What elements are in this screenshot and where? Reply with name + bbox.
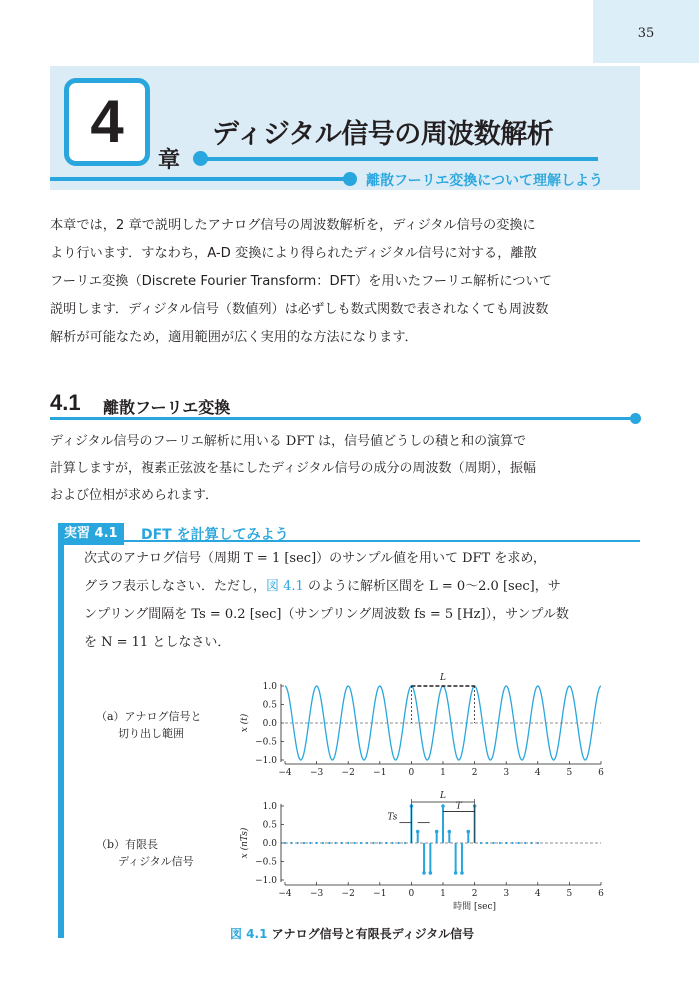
- zero-sample-dot: [290, 842, 292, 844]
- panel-b-y-tick-label: 1.0: [262, 802, 277, 812]
- figure-caption-number: 図 4.1: [230, 927, 268, 941]
- panel-a-x-tick-label: −4: [278, 768, 292, 778]
- panel-b-x-tick-label: 1: [440, 889, 446, 899]
- zero-sample-dot: [347, 842, 349, 844]
- panel-a-x-tick-label: 2: [471, 768, 478, 778]
- analysis-window-label: L: [440, 673, 446, 683]
- zero-sample-dot: [385, 842, 387, 844]
- zero-sample-dot: [316, 842, 318, 844]
- panel-b-x-tick-label: −4: [278, 889, 292, 899]
- section-line: ディジタル信号のフーリエ解析に用いる DFT は，信号値どうしの積と和の演算で: [50, 434, 527, 449]
- exercise-label: 実習 4.1: [58, 523, 124, 545]
- chapter-title: ディジタル信号の周波数解析: [212, 119, 554, 150]
- exercise-line: ンプリング間隔を Ts = 0.2 [sec]（サンプリング周波数 fs = 5 [Hz]），サンプル数: [84, 607, 569, 622]
- zero-sample-dot: [404, 842, 406, 844]
- panel-b-label: （b）有限長 ディジタル信号: [96, 838, 194, 868]
- panel-b-x-tick-label: −2: [341, 889, 355, 899]
- panel-a-label: （a）アナログ信号と 切り出し範囲: [96, 710, 202, 740]
- panel-b-x-tick-label: −1: [373, 889, 387, 899]
- panel-b-y-tick-label: 0.0: [262, 839, 277, 849]
- zero-sample-dot: [480, 842, 482, 844]
- zero-sample-dot: [492, 842, 494, 844]
- section-number: 4.1: [50, 390, 81, 415]
- zero-sample-dot: [309, 842, 311, 844]
- exercise-line: 次式のアナログ信号（周期 T = 1 [sec]）のサンプル値を用いて DFT を求め，: [84, 551, 546, 566]
- panel-a-x-tick-label: 1: [440, 768, 446, 778]
- zero-sample-dot: [499, 842, 501, 844]
- zero-sample-dot: [391, 842, 393, 844]
- zero-sample-dot: [366, 842, 368, 844]
- chapter-subtitle: 離散フーリエ変換について理解しよう: [366, 173, 604, 189]
- panel-b-y-tick-label: −0.5: [255, 857, 277, 868]
- chapter-number: 4: [90, 88, 124, 155]
- panel-b-x-tick-label: 5: [566, 889, 573, 899]
- panel-b-x-tick-label: 0: [408, 889, 415, 899]
- panel-b-x-tick-label: 4: [534, 889, 541, 899]
- zero-sample-dot: [297, 842, 299, 844]
- zero-sample-dot: [537, 842, 539, 844]
- ts-label: Ts: [387, 812, 398, 823]
- exercise-line: を N = 11 としなさい．: [84, 635, 231, 650]
- sample-point: [460, 871, 464, 875]
- sample-point: [441, 804, 445, 808]
- sample-point: [416, 830, 420, 834]
- zero-sample-dot: [518, 842, 520, 844]
- section-line: および位相が求められます．: [50, 488, 218, 503]
- zero-sample-dot: [524, 842, 526, 844]
- intro-line: より行います．すなわち，A-D 変換により得られたディジタル信号に対する，離散: [50, 246, 537, 261]
- panel-a-x-tick-label: 0: [408, 768, 415, 778]
- panel-b-x-tick-label: 6: [598, 889, 604, 899]
- zero-sample-dot: [505, 842, 507, 844]
- chapter-suffix: 章: [158, 148, 181, 173]
- zero-sample-dot: [334, 842, 336, 844]
- zero-sample-dot: [360, 842, 362, 844]
- sample-point: [454, 871, 458, 875]
- interval-l-label: L: [440, 791, 446, 801]
- period-t-label: T: [455, 801, 462, 812]
- section-title: 離散フーリエ変換: [103, 398, 231, 417]
- panel-a-y-tick-label: 1.0: [262, 682, 277, 692]
- panel-a-x-tick-label: −2: [341, 768, 355, 778]
- zero-sample-dot: [303, 842, 305, 844]
- zero-sample-dot: [328, 842, 330, 844]
- panel-b-x-tick-label: 3: [503, 889, 510, 899]
- panel-b-y-tick-label: 0.5: [262, 820, 277, 831]
- panel-a-y-label: x (t): [240, 713, 250, 733]
- zero-sample-dot: [398, 842, 400, 844]
- exercise-line: グラフ表示しなさい．ただし，: [84, 579, 267, 594]
- zero-sample-dot: [486, 842, 488, 844]
- figure-reference-link[interactable]: 図 4.1: [266, 579, 304, 594]
- zero-sample-dot: [322, 842, 324, 844]
- panel-b-x-tick-label: −3: [309, 889, 324, 899]
- zero-sample-dot: [530, 842, 532, 844]
- intro-line: 説明します．ディジタル信号（数値列）は必ずしも数式関数で表されなくても周波数: [50, 302, 549, 317]
- sample-point: [435, 830, 439, 834]
- page-number: 35: [637, 26, 655, 41]
- panel-a-x-tick-label: 6: [598, 768, 604, 778]
- panel-a-x-tick-label: −3: [309, 768, 324, 778]
- panel-a-y-tick-label: −0.5: [255, 737, 277, 748]
- sample-point: [422, 871, 426, 875]
- panel-a-x-tick-label: 3: [503, 768, 510, 778]
- panel-a-y-tick-label: −1.0: [255, 756, 277, 766]
- zero-sample-dot: [379, 842, 381, 844]
- panel-a-x-tick-label: −1: [373, 768, 387, 778]
- zero-sample-dot: [353, 842, 355, 844]
- intro-line: 本章では，2 章で説明したアナログ信号の周波数解析を，ディジタル信号の変換に: [50, 218, 536, 233]
- figure-caption-text: アナログ信号と有限長ディジタル信号: [271, 927, 475, 941]
- exercise-line: のように解析区間を L = 0～2.0 [sec]，サ: [303, 579, 561, 594]
- intro-line: フーリエ変換（Discrete Fourier Transform：DFT）を用いたフーリエ解析について: [50, 274, 552, 289]
- zero-sample-dot: [511, 842, 513, 844]
- panel-b-x-tick-label: 2: [471, 889, 478, 899]
- intro-line: 解析が可能なため，適用範囲が広く実用的な方法になります．: [50, 330, 418, 345]
- figure-caption: [230, 925, 474, 942]
- x-axis-title: 時間 [sec]: [453, 902, 497, 912]
- zero-sample-dot: [284, 842, 286, 844]
- panel-a-y-tick-label: 0.5: [262, 700, 277, 711]
- section-line: 計算しますが，複素正弦波を基にしたディジタル信号の成分の周波数（周期），振幅: [50, 461, 536, 476]
- sample-point: [429, 871, 433, 875]
- panel-a-x-tick-label: 5: [566, 768, 573, 778]
- panel-a-y-tick-label: 0.0: [262, 719, 277, 729]
- sample-point: [466, 830, 470, 834]
- panel-a-x-tick-label: 4: [534, 768, 541, 778]
- panel-b-y-tick-label: −1.0: [255, 876, 277, 886]
- zero-sample-dot: [341, 842, 343, 844]
- panel-b-y-label: x (nTs): [240, 827, 250, 859]
- zero-sample-dot: [372, 842, 374, 844]
- exercise-title: DFT を計算してみよう: [141, 527, 289, 543]
- sample-point: [448, 830, 452, 834]
